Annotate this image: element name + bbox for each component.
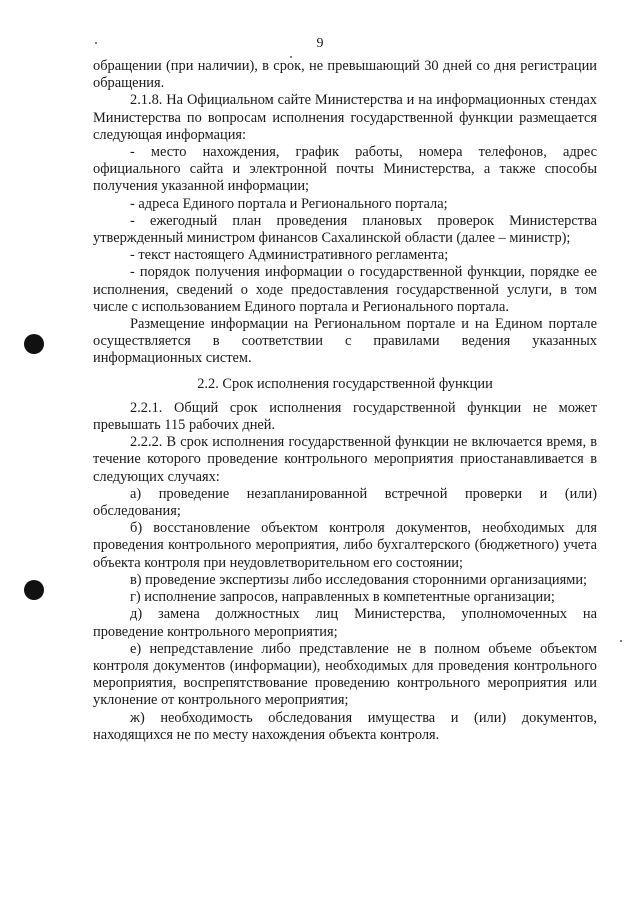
list-item: а) проведение незапланированной встречной проверки и (или) обследования; [93,485,597,520]
list-item: ж) необходимость обследования имущества и (или) документов, находящихся не по месту нахождения объекта контроля. [93,709,597,743]
section-heading: 2.2. Срок исполнения государственной функции [197,375,493,392]
list-item: - место нахождения, график работы, номера телефонов, адрес официального сайта и электронной почты Министерства, а также способы получения указанной информации; [93,144,597,195]
scan-speck [620,640,622,642]
scan-speck [95,42,97,44]
list-item: е) непредставление либо представление не в полном объеме объектом контроля документов (информации), необходимых для проведения контрольного мероприятия, воспрепятствование проведению контрольного мероприятия или уклонение от контрольного мероприятия; [93,640,597,709]
punch-hole-bottom [24,580,44,600]
paragraph: обращении (при наличии), в срок, не превышающий 30 дней со дня регистрации обращения. [93,58,597,92]
paragraph: 2.1.8. На Официальном сайте Министерства и на информационных стендах Министерства по вопросам исполнения государственной функции размещается следующая информация: [93,92,597,143]
list-item: б) восстановление объектом контроля документов, необходимых для проведения контрольного мероприятия, либо бухгалтерского (бюджетного) учета объекта контроля при неудовлетворительном его состоянии; [93,520,597,571]
list-item: г) исполнение запросов, направленных в компетентные организации; [130,589,555,606]
paragraphs-bottom [93,400,597,744]
page-number: 9 [316,36,324,51]
list-item: в) проведение экспертизы либо исследования сторонними организациями; [130,571,588,588]
list-item: - адреса Единого портала и Регионального портала; [130,195,448,212]
document-body [93,58,597,744]
paragraph: Размещение информации на Региональном портале и на Едином портале осуществляется в соответствии с правилами ведения указанных информационных систем. [93,316,597,367]
paragraphs-top [93,58,597,368]
paragraph: 2.2.1. Общий срок исполнения государственной функции не может превышать 115 рабочих дней. [93,399,597,434]
list-item: - порядок получения информации о государственной функции, порядке ее исполнения, сведений о ходе предоставления государственной услуги, в том числе с использованием Единого портала и Регионального портала. [93,264,597,315]
list-item: д) замена должностных лиц Министерства, уполномоченных на проведение контрольного мероприятия; [93,606,597,640]
list-item: - текст настоящего Административного регламента; [130,247,449,264]
list-item: - ежегодный план проведения плановых проверок Министерства утвержденный министром финансов Сахалинской области (далее – министр); [93,212,597,247]
paragraph: 2.2.2. В срок исполнения государственной функции не включается время, в течение которого проведение контрольного мероприятия приостанавливается в следующих случаях: [93,434,597,485]
punch-hole-top [24,334,44,354]
